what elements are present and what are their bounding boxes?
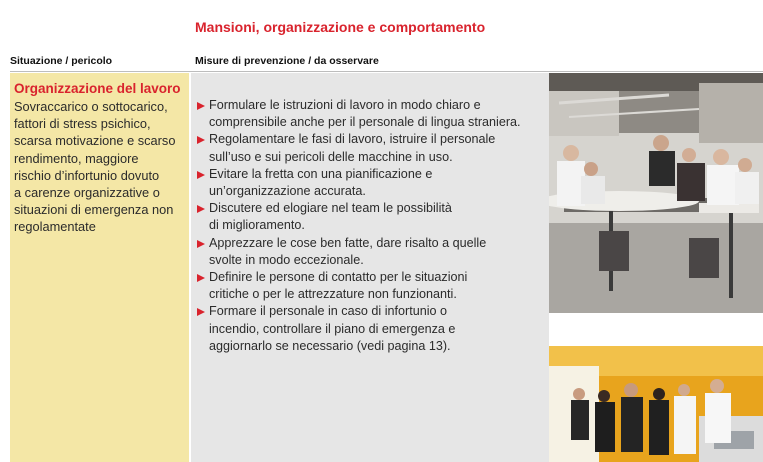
- triangle-bullet-icon: [197, 274, 205, 282]
- measure-line: Discutere ed elogiare nel team le possibilità: [209, 201, 452, 216]
- measure-line: un’organizzazione accurata.: [209, 184, 366, 199]
- situation-line: regolamentate: [14, 219, 96, 235]
- header-divider: [10, 71, 763, 72]
- measure-line: Regolamentare le fasi di lavoro, istruire il personale: [209, 132, 496, 147]
- triangle-bullet-icon: [197, 205, 205, 213]
- measure-item: [195, 166, 545, 200]
- measure-line: comprensibile anche per il personale di lingua straniera.: [209, 115, 521, 130]
- measure-item: [195, 97, 545, 131]
- measure-item: [195, 200, 545, 234]
- triangle-bullet-icon: [197, 240, 205, 248]
- situation-line: rendimento, maggiore: [14, 150, 139, 166]
- measure-line: incendio, controllare il piano di emergenza e: [209, 321, 456, 336]
- measure-line: Evitare la fretta con una pianificazione e: [209, 166, 433, 181]
- measure-line: Formare il personale in caso di infortunio o: [209, 304, 448, 319]
- triangle-bullet-icon: [197, 171, 205, 179]
- triangle-bullet-icon: [197, 102, 205, 110]
- situation-description: [14, 98, 185, 236]
- situation-column-header: Situazione / pericolo: [10, 55, 113, 67]
- measure-item: [195, 269, 545, 303]
- measures-list: [195, 97, 545, 355]
- measure-line: aggiornarlo se necessario (vedi pagina 13).: [209, 338, 451, 353]
- measure-item: [195, 303, 545, 355]
- situation-line: scarsa motivazione e scarso: [14, 133, 176, 149]
- situation-heading: Organizzazione del lavoro: [14, 81, 181, 96]
- measure-line: di miglioramento.: [209, 218, 305, 233]
- situation-line: rischio d’infortunio dovuto: [14, 167, 160, 183]
- measures-panel: [191, 73, 549, 462]
- measure-line: Apprezzare le cose ben fatte, dare risalto a quelle: [209, 235, 487, 250]
- measure-item: [195, 235, 545, 269]
- triangle-bullet-icon: [197, 136, 205, 144]
- situation-line: a carenze organizzative o: [14, 185, 160, 201]
- situation-panel: [10, 73, 189, 462]
- situation-line: Sovraccarico o sottocarico,: [14, 99, 168, 114]
- page-title: Mansioni, organizzazione e comportamento: [195, 19, 486, 35]
- measure-line: critiche o per le attrezzature non funzionanti.: [209, 287, 457, 302]
- situation-line: fattori di stress psichico,: [14, 116, 151, 132]
- situation-line: situazioni di emergenza non: [14, 202, 174, 218]
- team-discussion-photo: [549, 346, 763, 462]
- measure-line: Formulare le istruzioni di lavoro in modo chiaro e: [209, 98, 481, 112]
- measure-line: sull’uso e sui pericoli delle macchine in uso.: [209, 149, 453, 164]
- measure-line: Definire le persone di contatto per le situazioni: [209, 270, 468, 285]
- measure-line: svolte in modo eccezionale.: [209, 252, 364, 267]
- measures-column-header: Misure di prevenzione / da osservare: [195, 55, 379, 67]
- measure-item: [195, 131, 545, 165]
- triangle-bullet-icon: [197, 308, 205, 316]
- staff-meeting-photo: [549, 73, 763, 313]
